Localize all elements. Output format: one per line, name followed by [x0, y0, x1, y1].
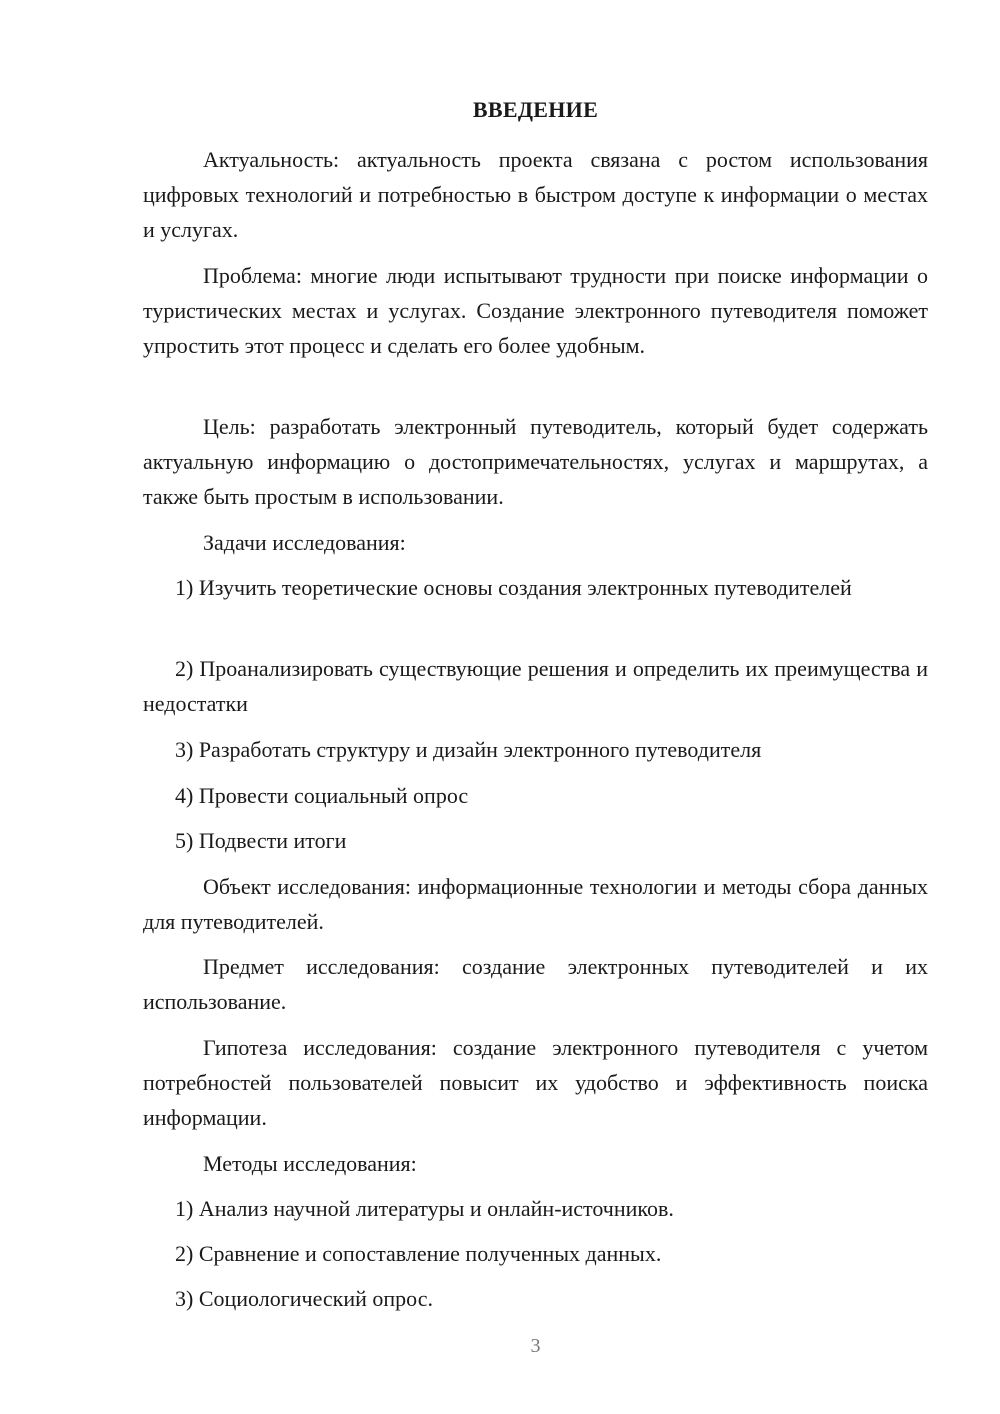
- task-item-1: 1) Изучить теоретические основы создания электронных путеводителей: [175, 575, 852, 600]
- method-item-3: 3) Социологический опрос.: [175, 1286, 433, 1311]
- page-title: ВВЕДЕНИЕ: [472, 97, 599, 122]
- method-item-1: 1) Анализ научной литературы и онлайн-источников.: [175, 1196, 674, 1221]
- paragraph-goal: Цель: разработать электронный путеводитель, который будет содержать актуальную информацию о достопримечательностях, услугах и маршрутах, а также быть простым в использовании.: [143, 414, 928, 509]
- task-item-2: 2) Проанализировать существующие решения и определить их преимущества и недостатки: [143, 656, 928, 716]
- page-number: 3: [530, 1335, 541, 1357]
- paragraph-hypothesis: Гипотеза исследования: создание электронного путеводителя с учетом потребностей пользователей повысит их удобство и эффективность поиска информации.: [143, 1035, 928, 1130]
- paragraph-methods-heading: Методы исследования:: [203, 1151, 417, 1176]
- task-item-5: 5) Подвести итоги: [175, 828, 347, 853]
- task-item-3: 3) Разработать структуру и дизайн электронного путеводителя: [175, 737, 762, 762]
- method-item-2: 2) Сравнение и сопоставление полученных данных.: [175, 1241, 662, 1266]
- paragraph-object: Объект исследования: информационные технологии и методы сбора данных для путеводителей.: [143, 874, 928, 934]
- paragraph-relevance: Актуальность: актуальность проекта связана с ростом использования цифровых технологий и потребностью в быстром доступе к информации о местах и услугах.: [143, 147, 928, 242]
- paragraph-subject: Предмет исследования: создание электронных путеводителей и их использование.: [143, 954, 928, 1014]
- paragraph-tasks-heading: Задачи исследования:: [203, 530, 406, 555]
- paragraph-problem: Проблема: многие люди испытывают трудности при поиске информации о туристических местах и услугах. Создание электронного путеводителя поможет упростить этот процесс и сделать его более удобным.: [143, 263, 928, 358]
- task-item-4: 4) Провести социальный опрос: [175, 783, 469, 808]
